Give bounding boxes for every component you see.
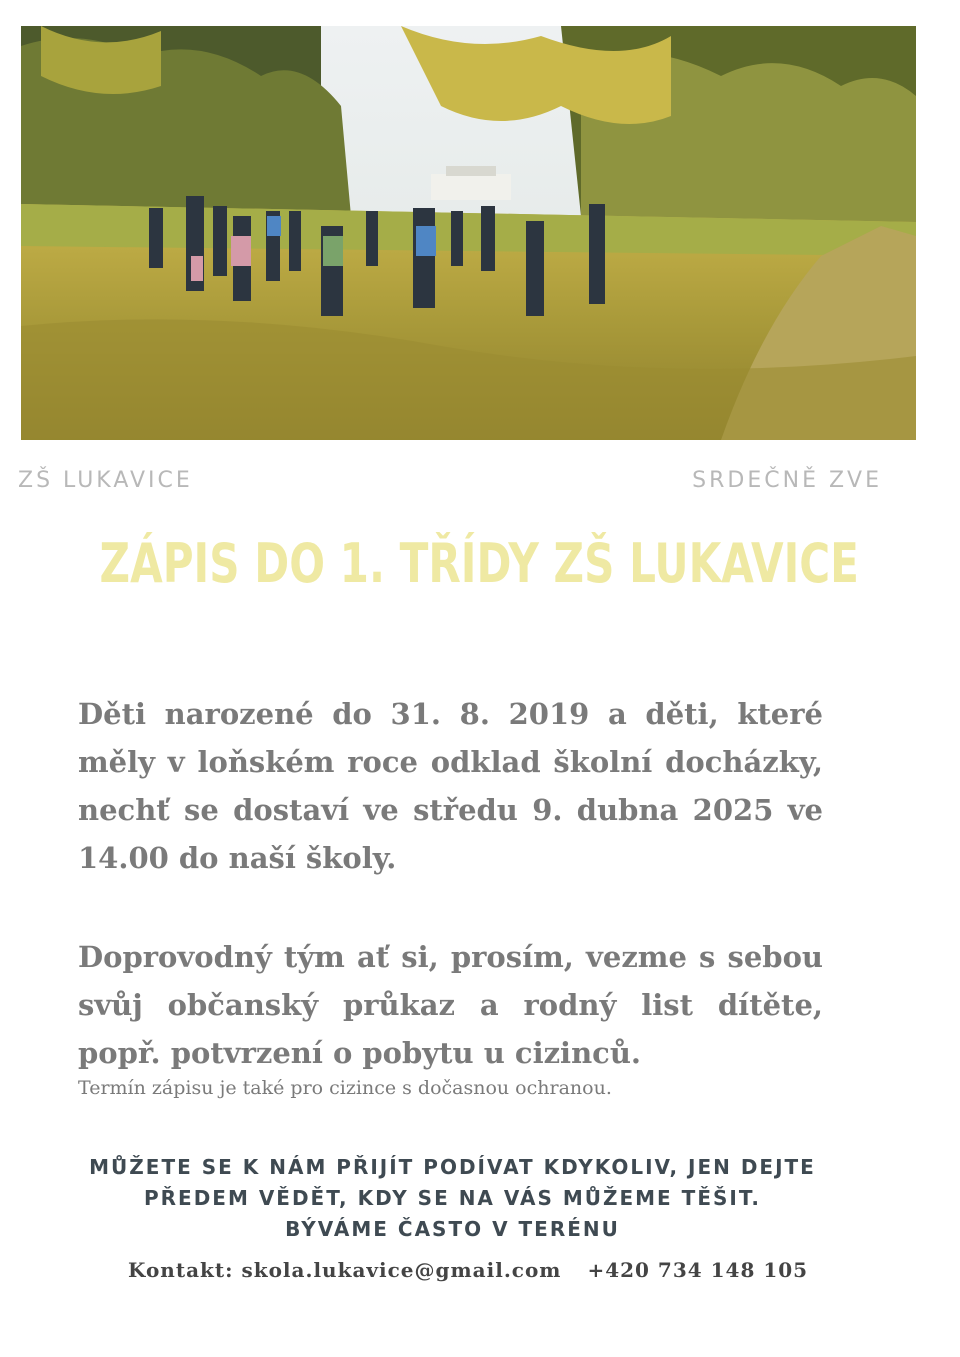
contact-phone[interactable]: +420 734 148 105 xyxy=(587,1258,809,1282)
visit-line-2: PŘEDEM VĚDĚT, KDY SE NA VÁS MŮŽEME TĚŠIT. xyxy=(143,1186,762,1210)
visit-line-3: BÝVÁME ČASTO V TERÉNU xyxy=(285,1217,620,1241)
contact-email[interactable]: skola.lukavice@gmail.com xyxy=(241,1258,562,1282)
contact-label: Kontakt: xyxy=(128,1258,234,1282)
visit-line-1: MŮŽETE SE K NÁM PŘIJÍT PODÍVAT KDYKOLIV, JEN DEJTE xyxy=(89,1155,816,1179)
invite-tag: SRDEČNĚ ZVE xyxy=(692,468,882,493)
visit-notice xyxy=(0,1152,905,1245)
refugee-note: Termín zápisu je také pro cizince s dočasnou ochranou. xyxy=(78,1077,612,1099)
page-title: ZÁPIS DO 1. TŘÍDY ZŠ LUKAVICE xyxy=(99,532,859,595)
header-photo xyxy=(21,26,916,440)
documents-paragraph: Doprovodný tým ať si, prosím, vezme s sebou svůj občanský průkaz a rodný list dítěte, popř. potvrzení o pobytu u cizinců. xyxy=(78,940,823,1070)
contact-line xyxy=(128,1258,808,1282)
school-name-tag: ZŠ LUKAVICE xyxy=(18,468,193,493)
autumn-park-photo xyxy=(21,26,916,440)
enrollment-paragraph: Děti narozené do 31. 8. 2019 a děti, které měly v loňském roce odklad školní docházky, nechť se dostaví ve středu 9. dubna 2025 ve 14.00 do naší školy. xyxy=(78,697,823,875)
